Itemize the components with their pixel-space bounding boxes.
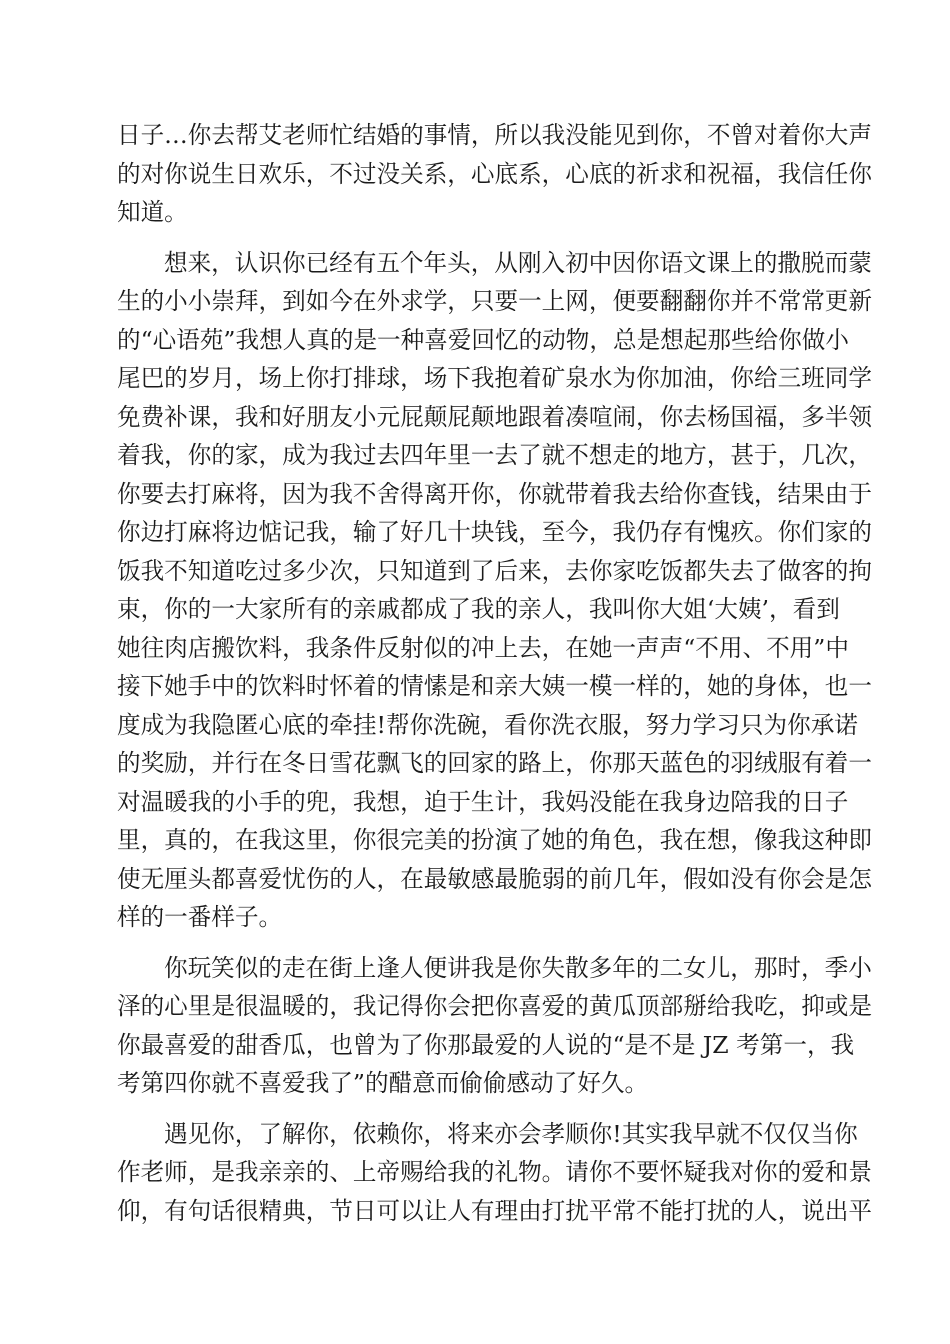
text-line: 作老师，是我亲亲的、上帝赐给我的礼物。请你不要怀疑我对你的爱和景 — [117, 1158, 872, 1186]
paragraph — [117, 949, 872, 1103]
text-line: 你最喜爱的甜香瓜，也曾为了你那最爱的人说的“是不是 JZ 考第一，我 — [117, 1030, 855, 1059]
text-line: 里，真的，在我这里，你很完美的扮演了她的角色，我在想，像我这种即 — [117, 826, 872, 854]
paragraph — [117, 244, 872, 937]
text-line: 度成为我隐匿心底的牵挂!帮你洗碗，看你洗衣服，努力学习只为你承诺 — [117, 710, 858, 739]
text-line: 的对你说生日欢乐，不过没关系，心底系，心底的祈求和祝福，我信任你 — [117, 159, 872, 188]
text-line: 考第四你就不喜爱我了”的醋意而偷偷感动了好久。 — [117, 1069, 649, 1097]
text-line: 你要去打麻将，因为我不舍得离开你，你就带着我去给你查钱，结果由于 — [117, 479, 872, 508]
text-line: 泽的心里是很温暖的，我记得你会把你喜爱的黄瓜顶部掰给我吃，抑或是 — [117, 992, 872, 1020]
text-line: 遇见你，了解你，依赖你，将来亦会孝顺你!其实我早就不仅仅当你 — [164, 1119, 858, 1148]
document-body — [117, 116, 872, 1242]
text-line: 生的小小崇拜，到如今在外求学，只要一上网，便要翻翻你并不常常更新 — [117, 287, 872, 315]
text-line: 样的一番样子。 — [117, 903, 283, 931]
text-line: 日子…你去帮艾老师忙结婚的事情，所以我没能见到你，不曾对着你大声 — [117, 121, 872, 149]
text-line: 尾巴的岁月，场上你打排球，场下我抱着矿泉水为你加油，你给三班同学 — [117, 364, 872, 392]
text-line: 着我，你的家，成为我过去四年里一去了就不想走的地方，甚于，几次， — [117, 441, 872, 469]
text-line: 免费补课，我和好朋友小元屁颠屁颠地跟着凑喧闹，你去杨国福，多半领 — [117, 402, 872, 431]
text-line: 想来，认识你已经有五个年头，从刚入初中因你语文课上的撒脱而蒙 — [164, 248, 872, 277]
text-line: 束，你的一大家所有的亲戚都成了我的亲人，我叫你大姐‘大姨’，看到 — [117, 595, 840, 623]
paragraph — [117, 116, 872, 232]
text-line: 的奖励，并行在冬日雪花飘飞的回家的路上，你那天蓝色的羽绒服有着一 — [117, 749, 872, 777]
text-line: 她往肉店搬饮料，我条件反射似的冲上去，在她一声声“不用、不用”中 — [117, 633, 849, 662]
text-line: 你玩笑似的走在街上逢人便讲我是你失散多年的二女儿，那时，季小 — [164, 953, 872, 982]
text-line: 饭我不知道吃过多少次，只知道到了后来，去你家吃饭都失去了做客的拘 — [117, 556, 872, 585]
text-line: 使无厘头都喜爱忧伤的人，在最敏感最脆弱的前几年，假如没有你会是怎 — [117, 864, 872, 893]
text-line: 接下她手中的饮料时怀着的情愫是和亲大姨一模一样的，她的身体，也一 — [117, 672, 872, 700]
paragraph — [117, 1115, 872, 1231]
text-line: 的“心语苑”我想人真的是一种喜爱回忆的动物，总是想起那些给你做小 — [117, 325, 849, 354]
text-line: 知道。 — [117, 198, 188, 226]
text-line: 你边打麻将边惦记我，输了好几十块钱，至今，我仍存有愧疚。你们家的 — [117, 518, 872, 546]
text-line: 对温暖我的小手的兜，我想，迫于生计，我妈没能在我身边陪我的日子 — [117, 787, 849, 816]
text-line: 仰，有句话很精典，节日可以让人有理由打扰平常不能打扰的人，说出平 — [117, 1196, 872, 1225]
